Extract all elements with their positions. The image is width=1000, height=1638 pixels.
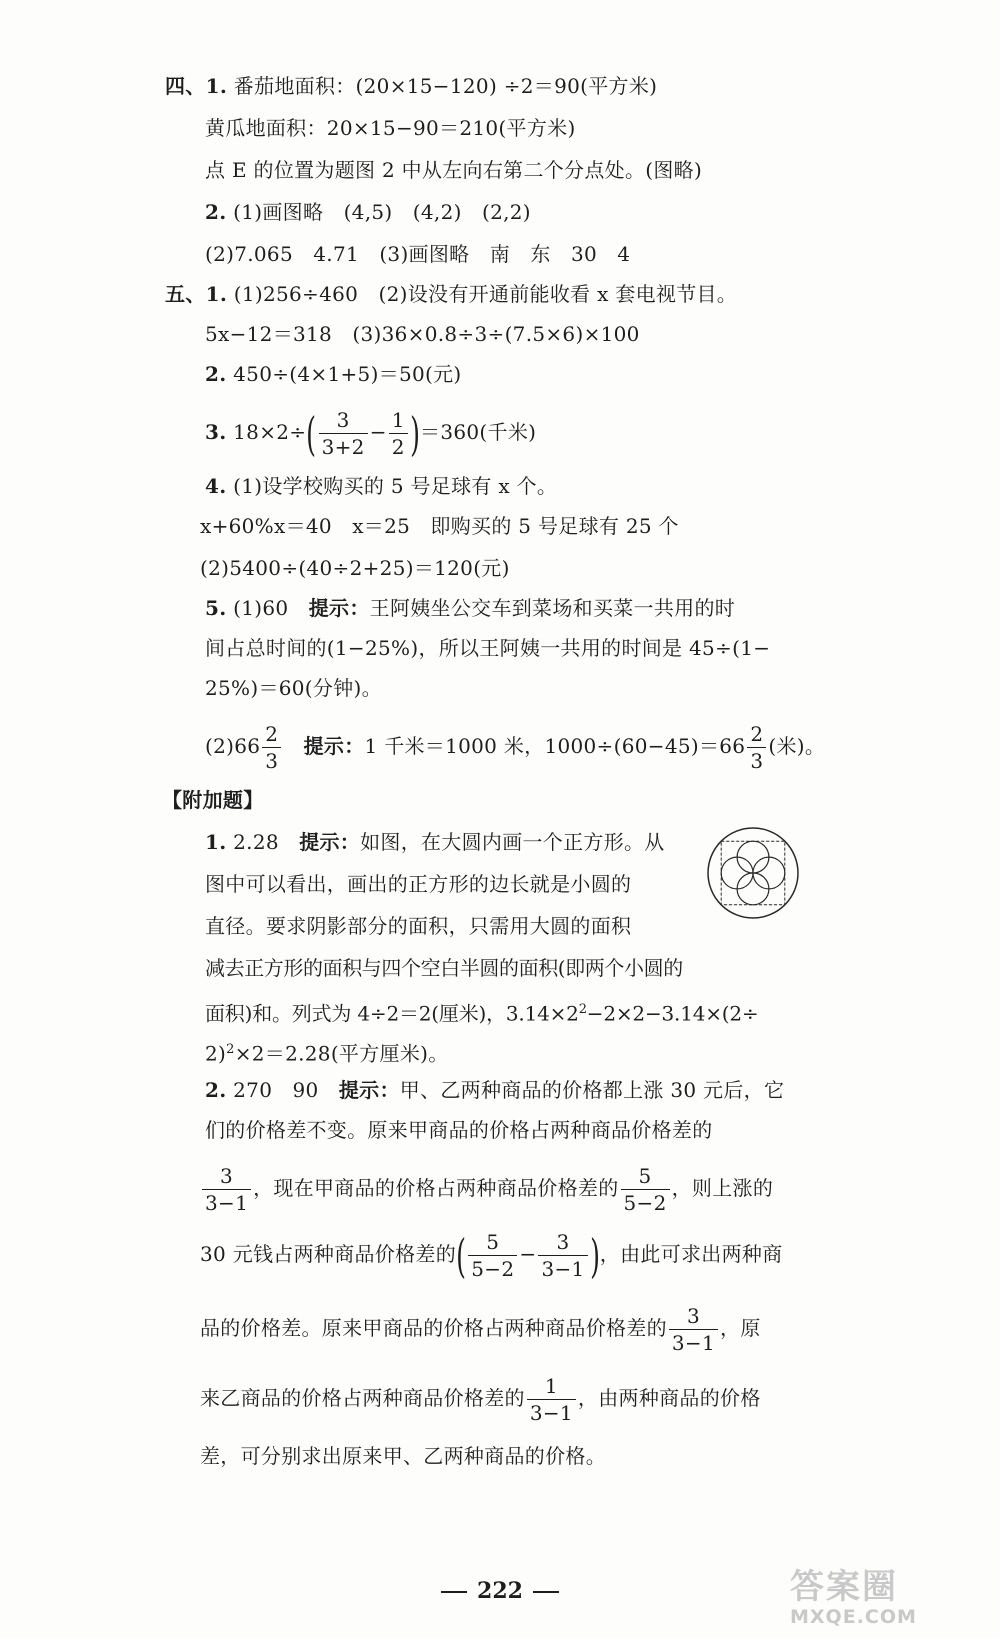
fraction xyxy=(669,1306,718,1353)
fraction xyxy=(202,1166,251,1213)
s5-line-9: 间占总时间的(1−25%)，所以王阿姨一共用的时间是 45÷(1− xyxy=(205,636,771,660)
extra-p2-l3-mid: ，现在甲商品的价格占两种商品价格差的 xyxy=(253,1176,619,1200)
extra-q1-value: 2.28 xyxy=(226,830,300,854)
extra-p2-l6-pre: 来乙商品的价格占两种商品价格差的 xyxy=(200,1386,525,1410)
fraction-num: 5 xyxy=(621,1166,670,1190)
fraction xyxy=(538,1232,587,1279)
extra-q2-number: 2. xyxy=(205,1078,227,1102)
fraction-num: 1 xyxy=(527,1376,576,1400)
superscript: 2 xyxy=(578,1002,587,1017)
extra-p1-l5-b: −2×2−3.14×(2÷ xyxy=(586,1001,759,1026)
extra-p2-l4-pre: 30 元钱占两种商品价格差的 xyxy=(200,1242,457,1266)
fraction xyxy=(389,410,408,457)
s5-line-5 xyxy=(205,472,557,500)
extra-q2-value: 270 90 xyxy=(226,1078,339,1102)
superscript: 2 xyxy=(226,1042,235,1057)
s5-q5-2-pre: (2)66 xyxy=(205,734,261,758)
extra-p2-l4-post: ，由此可求出两种商 xyxy=(599,1242,783,1266)
page-number: 222 xyxy=(477,1578,523,1604)
s5-q5-text: (1)60 xyxy=(226,596,309,620)
extra-p1-line-2: 图中可以看出，画出的正方形的边长就是小圆的 xyxy=(205,872,632,896)
s5-q2-number: 2. xyxy=(205,362,227,386)
s5-q1-number: 五、1. xyxy=(165,282,228,306)
s5-q4-text: (1)设学校购买的 5 号足球有 x 个。 xyxy=(226,474,558,498)
fraction-den: 5−2 xyxy=(623,1191,667,1215)
s5-line-6: x+60%x＝40 x＝25 即购买的 5 号足球有 25 个 xyxy=(200,514,679,538)
extra-p2-line-4 xyxy=(200,1226,783,1282)
s4-line-2: 黄瓜地面积：20×15−90＝210(平方米) xyxy=(205,116,576,140)
s5-q2-text: 450÷(4×1+5)＝50(元) xyxy=(226,362,462,386)
footer-dash-left xyxy=(441,1591,467,1593)
s5-line-2: 5x−12＝318 (3)36×0.8÷3÷(7.5×6)×100 xyxy=(205,322,640,346)
extra-p1-line-4: 减去正方形的面积与四个空白半圆的面积(即两个小圆的 xyxy=(205,956,683,980)
circle-square-figure xyxy=(706,826,800,920)
fraction xyxy=(262,724,281,771)
s4-q1-number: 四、1. xyxy=(165,74,228,98)
extra-p2-line-6 xyxy=(200,1370,761,1426)
s5-q3-number: 3. xyxy=(205,420,227,444)
fraction-den: 2 xyxy=(391,435,405,459)
s5-line-4 xyxy=(205,404,536,460)
minus-sign: − xyxy=(369,420,387,444)
fraction-den: 3−1 xyxy=(529,1401,573,1425)
fraction xyxy=(747,724,766,771)
fraction-num: 3 xyxy=(669,1306,718,1330)
footer-dash-right xyxy=(533,1591,559,1593)
fraction xyxy=(621,1166,670,1213)
extra-p1-line-1 xyxy=(205,828,665,856)
fraction-den: 3−1 xyxy=(671,1331,716,1355)
watermark-top-text: 答案圈 xyxy=(790,1567,898,1607)
s5-line-11 xyxy=(205,718,825,774)
fraction-num: 2 xyxy=(747,724,766,748)
extra-header: 【附加题】 xyxy=(162,788,264,812)
s5-q3-post: ＝360(千米) xyxy=(420,420,537,444)
fraction-den: 3−1 xyxy=(205,1191,249,1215)
s4-line-4 xyxy=(205,198,531,226)
s5-line-10: 25%)＝60(分钟)。 xyxy=(205,676,382,700)
s4-q2-number: 2. xyxy=(205,200,227,224)
s4-line-1 xyxy=(165,72,657,100)
right-paren: ) xyxy=(589,1228,600,1283)
extra-p2-line-2: 们的价格差不变。原来甲商品的价格占两种商品价格差的 xyxy=(205,1118,713,1142)
fraction-num: 1 xyxy=(389,410,408,434)
s5-q5-number: 5. xyxy=(205,596,227,620)
s5-line-3 xyxy=(205,360,462,388)
fraction-den: 3+2 xyxy=(321,435,365,459)
hint-label: 提示： xyxy=(308,596,370,620)
extra-p2-l3-post: ，则上涨的 xyxy=(671,1176,774,1200)
s5-q4-number: 4. xyxy=(205,474,227,498)
extra-q2-text: 甲、乙两种商品的价格都上涨 30 元后，它 xyxy=(399,1078,785,1102)
fraction-den: 3 xyxy=(750,749,764,773)
extra-p2-line-5 xyxy=(200,1300,761,1356)
s4-line-5: (2)7.065 4.71 (3)画图略 南 东 30 4 xyxy=(205,242,631,266)
fraction-den: 5−2 xyxy=(471,1257,515,1281)
hint-label: 提示： xyxy=(283,734,365,758)
fraction-num: 3 xyxy=(538,1232,587,1256)
fraction xyxy=(468,1232,517,1279)
fraction-den: 3 xyxy=(265,749,279,773)
right-paren: ) xyxy=(409,406,420,461)
fraction-num: 3 xyxy=(319,410,368,434)
s4-q1-text: 番茄地面积：(20×15−120) ÷2＝90(平方米) xyxy=(227,74,658,98)
watermark-logo xyxy=(790,1568,990,1636)
extra-p1-l6-b: ×2＝2.28(平方厘米)。 xyxy=(234,1041,449,1066)
extra-p1-line-5 xyxy=(205,996,759,1028)
hint-label: 提示： xyxy=(338,1078,400,1102)
extra-p1-l6-a: 2) xyxy=(205,1041,227,1066)
extra-p1-line-6 xyxy=(205,1036,449,1068)
fraction-num: 5 xyxy=(468,1232,517,1256)
watermark-bottom-text: MXQE.COM xyxy=(790,1606,917,1628)
s5-line-8 xyxy=(205,594,735,622)
extra-p2-line-3 xyxy=(200,1160,773,1216)
fraction-den: 3−1 xyxy=(541,1257,585,1281)
fraction xyxy=(527,1376,576,1423)
fraction-num: 3 xyxy=(202,1166,251,1190)
fraction-num: 2 xyxy=(262,724,281,748)
s5-q5-2-mid: 1 千米＝1000 米，1000÷(60−45)＝66 xyxy=(364,734,746,758)
s5-line-1 xyxy=(165,280,737,308)
extra-p2-l5-post: ，原 xyxy=(720,1316,761,1340)
s4-q2-text: (1)画图略 (4,5) (4,2) (2,2) xyxy=(226,200,531,224)
extra-p2-line-1 xyxy=(205,1076,784,1104)
s5-q3-pre: 18×2÷ xyxy=(226,420,307,444)
s5-q5-2-post: (米)。 xyxy=(768,734,826,758)
extra-q1-number: 1. xyxy=(205,830,227,854)
extra-p2-l6-post: ，由两种商品的价格 xyxy=(577,1386,761,1410)
s5-q5-hint-text: 王阿姨坐公交车到菜场和买菜一共用的时 xyxy=(369,596,736,620)
hint-label: 提示： xyxy=(299,830,361,854)
s4-line-3: 点 E 的位置为题图 2 中从左向右第二个分点处。(图略) xyxy=(205,158,703,182)
extra-p2-line-7: 差，可分别求出原来甲、乙两种商品的价格。 xyxy=(200,1444,606,1468)
extra-p2-l5-pre: 品的价格差。原来甲商品的价格占两种商品价格差的 xyxy=(200,1316,667,1340)
left-paren: ( xyxy=(306,406,317,461)
left-paren: ( xyxy=(456,1228,467,1283)
extra-p1-line-3: 直径。要求阴影部分的面积，只需用大圆的面积 xyxy=(205,914,632,938)
s5-line-7: (2)5400÷(40÷2+25)＝120(元) xyxy=(200,556,510,580)
extra-p1-l5-a: 面积)和。列式为 4÷2＝2(厘米)，3.14×2 xyxy=(205,1001,579,1026)
fraction xyxy=(319,410,368,457)
s5-q1-text: (1)256÷460 (2)设没有开通前能收看 x 套电视节目。 xyxy=(227,282,738,306)
minus-sign: − xyxy=(519,1242,537,1266)
extra-q1-text: 如图，在大圆内画一个正方形。从 xyxy=(360,830,665,854)
